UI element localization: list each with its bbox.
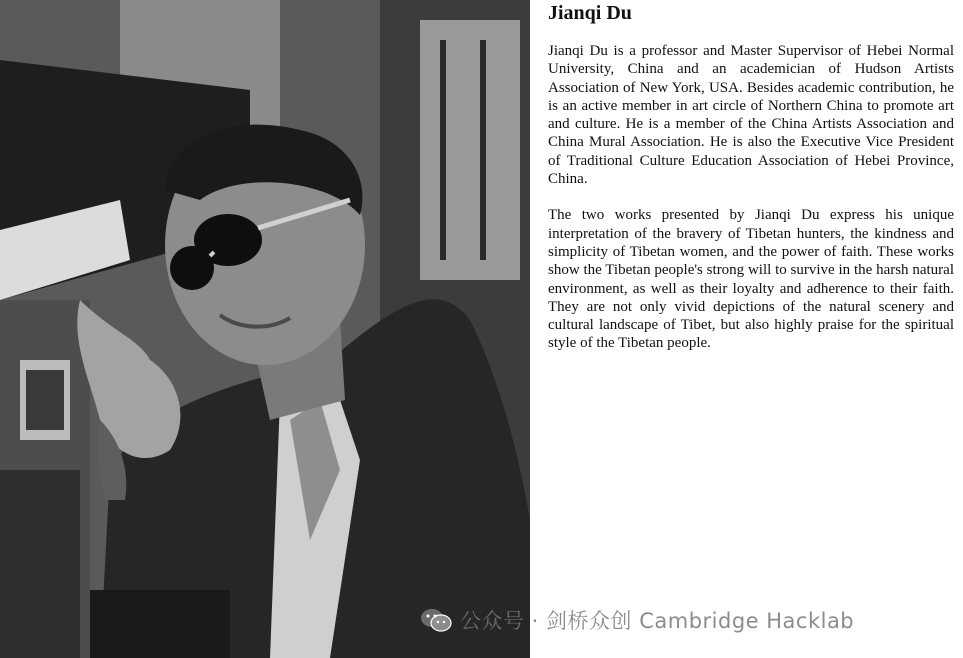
- artist-bio: Jianqi Du is a professor and Master Supervisor of Hebei Normal University, China and an academician of Hudson Artists Association of New York, USA. Besides academic contribution, he is an active member in art circle of Northern China to promote art and culture. He is a member of the China Artists Association and China Mural Association. He is also the Executive Vice President of Traditional Culture Education Association of Hebei Province, China.: [548, 43, 954, 188]
- watermark: [420, 604, 854, 636]
- works-description: The two works presented by Jianqi Du express his unique interpretation of the bravery of Tibetan hunters, the kindness and simplicity of Tibetan women, and the power of faith. These works show the Tibetan people's strong will to survive in the harsh natural environment, as well as their loyalty and adherence to their faith. They are not only vivid depictions of the natural scenery and cultural landscape of Tibet, but also highly praise for the spiritual style of the Tibetan people.: [548, 207, 954, 352]
- wechat-icon: [420, 607, 452, 633]
- watermark-text: 公众号 · 剑桥众创 Cambridge Hacklab: [460, 609, 855, 633]
- article-text: [548, 0, 954, 353]
- artist-name: Jianqi Du: [548, 2, 632, 24]
